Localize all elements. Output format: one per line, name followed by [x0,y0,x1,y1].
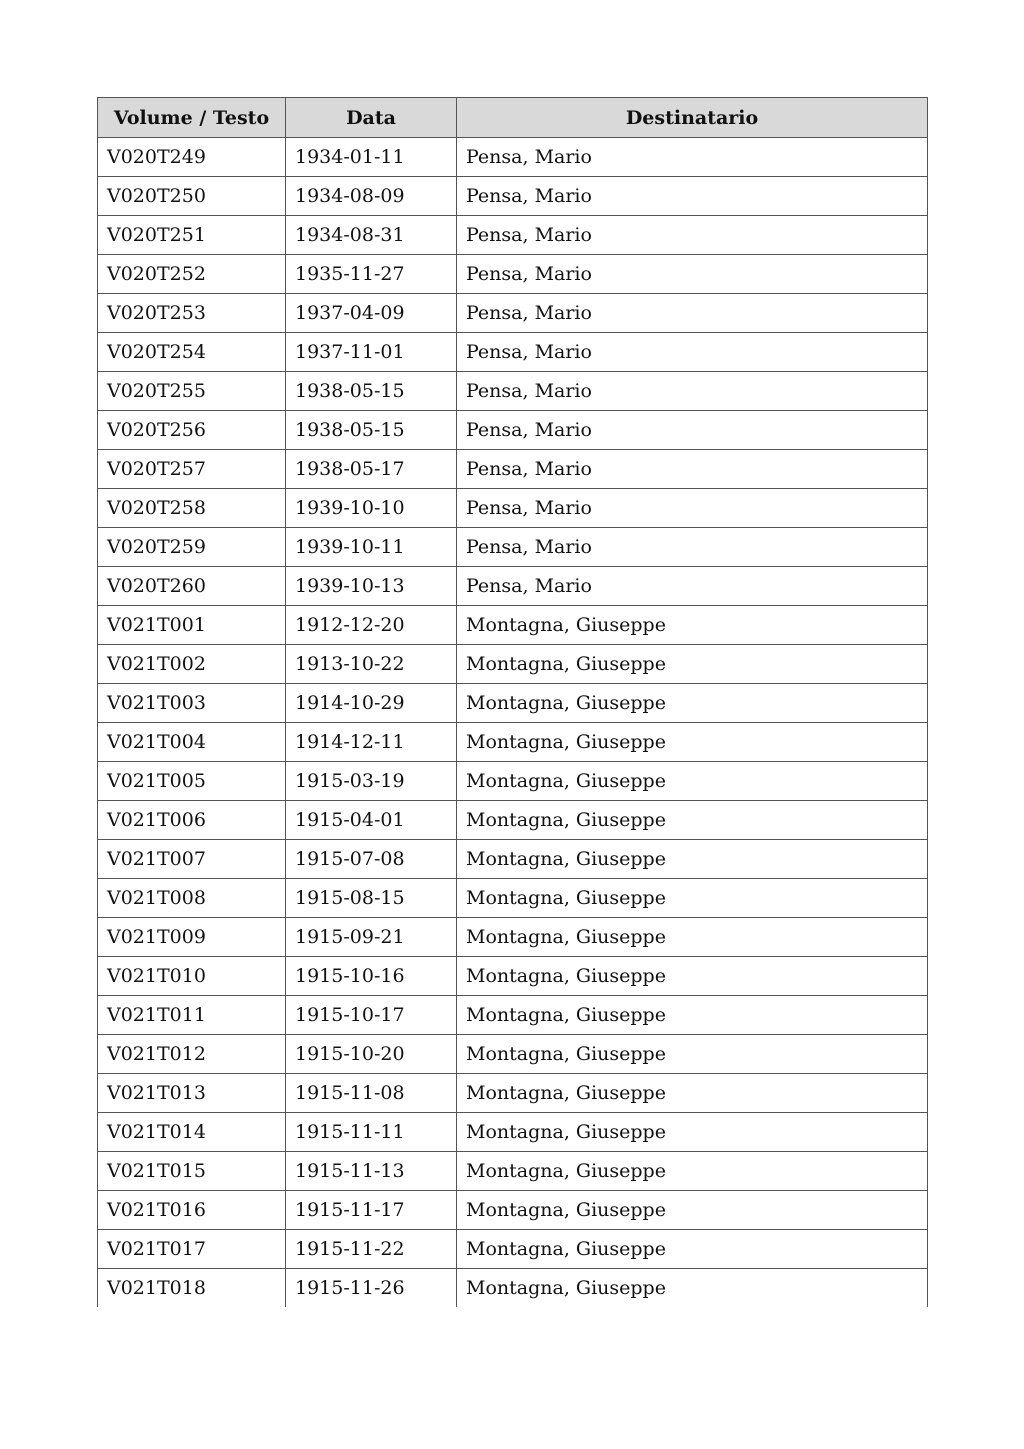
cell-volume-testo: V021T003 [98,684,286,723]
table-row [98,1152,928,1191]
table-row [98,1035,928,1074]
cell-data: 1938-05-15 [286,372,457,411]
cell-data: 1934-08-09 [286,177,457,216]
table-row [98,489,928,528]
header-data: Data [286,98,457,138]
cell-destinatario: Montagna, Giuseppe [457,1269,928,1308]
cell-destinatario: Montagna, Giuseppe [457,684,928,723]
table-row [98,723,928,762]
cell-data: 1915-11-13 [286,1152,457,1191]
cell-volume-testo: V021T018 [98,1269,286,1308]
table-row [98,606,928,645]
cell-data: 1939-10-11 [286,528,457,567]
cell-data: 1915-11-11 [286,1113,457,1152]
cell-data: 1934-08-31 [286,216,457,255]
cell-data: 1912-12-20 [286,606,457,645]
cell-destinatario: Pensa, Mario [457,294,928,333]
cell-data: 1915-11-22 [286,1230,457,1269]
cell-destinatario: Montagna, Giuseppe [457,957,928,996]
cell-data: 1915-11-26 [286,1269,457,1308]
cell-destinatario: Montagna, Giuseppe [457,840,928,879]
cell-volume-testo: V020T257 [98,450,286,489]
table-row [98,918,928,957]
cell-destinatario: Montagna, Giuseppe [457,1113,928,1152]
table-row [98,684,928,723]
cell-destinatario: Montagna, Giuseppe [457,918,928,957]
table-header-row [98,98,928,138]
cell-data: 1915-10-20 [286,1035,457,1074]
cell-data: 1915-10-16 [286,957,457,996]
letters-table [97,97,928,1307]
cell-destinatario: Pensa, Mario [457,333,928,372]
cell-volume-testo: V021T005 [98,762,286,801]
table-row [98,411,928,450]
cell-volume-testo: V021T009 [98,918,286,957]
cell-destinatario: Montagna, Giuseppe [457,606,928,645]
cell-volume-testo: V021T016 [98,1191,286,1230]
cell-data: 1914-10-29 [286,684,457,723]
cell-volume-testo: V021T006 [98,801,286,840]
cell-volume-testo: V021T004 [98,723,286,762]
cell-destinatario: Montagna, Giuseppe [457,1074,928,1113]
cell-destinatario: Pensa, Mario [457,528,928,567]
cell-destinatario: Montagna, Giuseppe [457,645,928,684]
table-row [98,528,928,567]
cell-data: 1934-01-11 [286,138,457,177]
cell-volume-testo: V020T251 [98,216,286,255]
cell-volume-testo: V020T249 [98,138,286,177]
table-row [98,255,928,294]
cell-data: 1935-11-27 [286,255,457,294]
cell-volume-testo: V020T259 [98,528,286,567]
table-row [98,1230,928,1269]
table-row [98,996,928,1035]
table-row [98,957,928,996]
table-row [98,567,928,606]
cell-volume-testo: V020T256 [98,411,286,450]
cell-destinatario: Pensa, Mario [457,255,928,294]
cell-volume-testo: V021T017 [98,1230,286,1269]
cell-data: 1915-04-01 [286,801,457,840]
cell-volume-testo: V021T001 [98,606,286,645]
cell-volume-testo: V020T258 [98,489,286,528]
table-row [98,1191,928,1230]
cell-destinatario: Pensa, Mario [457,450,928,489]
cell-volume-testo: V020T254 [98,333,286,372]
cell-volume-testo: V021T010 [98,957,286,996]
cell-data: 1915-07-08 [286,840,457,879]
cell-destinatario: Montagna, Giuseppe [457,723,928,762]
cell-data: 1937-04-09 [286,294,457,333]
cell-volume-testo: V021T015 [98,1152,286,1191]
table-row [98,333,928,372]
table-row [98,1074,928,1113]
cell-data: 1915-08-15 [286,879,457,918]
cell-data: 1915-11-08 [286,1074,457,1113]
table-row [98,1269,928,1308]
cell-destinatario: Montagna, Giuseppe [457,1230,928,1269]
cell-data: 1915-03-19 [286,762,457,801]
cell-destinatario: Pensa, Mario [457,177,928,216]
cell-data: 1938-05-17 [286,450,457,489]
cell-data: 1915-10-17 [286,996,457,1035]
cell-volume-testo: V021T013 [98,1074,286,1113]
cell-destinatario: Pensa, Mario [457,138,928,177]
cell-volume-testo: V020T260 [98,567,286,606]
cell-volume-testo: V020T253 [98,294,286,333]
cell-destinatario: Montagna, Giuseppe [457,996,928,1035]
cell-data: 1914-12-11 [286,723,457,762]
header-destinatario: Destinatario [457,98,928,138]
cell-destinatario: Pensa, Mario [457,216,928,255]
cell-volume-testo: V020T255 [98,372,286,411]
cell-destinatario: Montagna, Giuseppe [457,1152,928,1191]
cell-volume-testo: V020T250 [98,177,286,216]
cell-data: 1915-09-21 [286,918,457,957]
cell-data: 1913-10-22 [286,645,457,684]
cell-volume-testo: V021T002 [98,645,286,684]
table-row [98,450,928,489]
cell-destinatario: Montagna, Giuseppe [457,1191,928,1230]
cell-data: 1939-10-13 [286,567,457,606]
letters-table-container [97,97,927,1307]
cell-volume-testo: V021T012 [98,1035,286,1074]
cell-destinatario: Montagna, Giuseppe [457,879,928,918]
cell-data: 1938-05-15 [286,411,457,450]
cell-volume-testo: V021T014 [98,1113,286,1152]
cell-destinatario: Montagna, Giuseppe [457,1035,928,1074]
cell-volume-testo: V020T252 [98,255,286,294]
cell-destinatario: Pensa, Mario [457,372,928,411]
cell-destinatario: Pensa, Mario [457,411,928,450]
table-row [98,762,928,801]
table-row [98,879,928,918]
table-row [98,645,928,684]
table-body [98,138,928,1308]
cell-volume-testo: V021T008 [98,879,286,918]
table-row [98,216,928,255]
cell-destinatario: Montagna, Giuseppe [457,801,928,840]
table-row [98,1113,928,1152]
cell-volume-testo: V021T011 [98,996,286,1035]
table-row [98,801,928,840]
cell-destinatario: Pensa, Mario [457,567,928,606]
table-row [98,177,928,216]
cell-destinatario: Montagna, Giuseppe [457,762,928,801]
table-row [98,840,928,879]
cell-volume-testo: V021T007 [98,840,286,879]
table-row [98,372,928,411]
cell-data: 1915-11-17 [286,1191,457,1230]
cell-data: 1939-10-10 [286,489,457,528]
cell-destinatario: Pensa, Mario [457,489,928,528]
table-row [98,138,928,177]
header-volume-testo: Volume / Testo [98,98,286,138]
table-row [98,294,928,333]
cell-data: 1937-11-01 [286,333,457,372]
